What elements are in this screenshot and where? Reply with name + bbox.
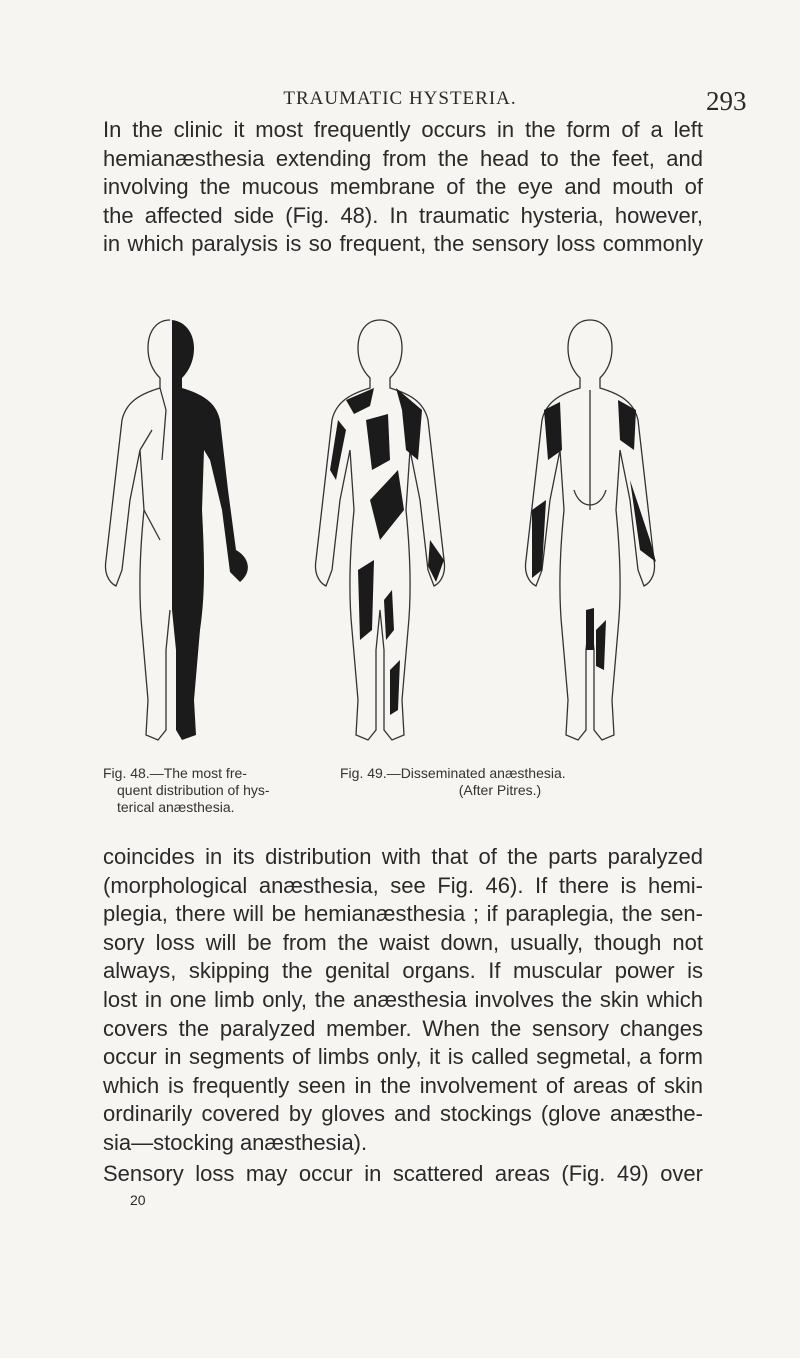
text-line: involving the mucous membrane of the eye and mouth of bbox=[103, 174, 703, 200]
text-line: occur in segments of limbs only, it is called segmetal, a form bbox=[103, 1044, 703, 1070]
text-line: coincides in its distribution with that of the parts paralyzed bbox=[103, 844, 703, 869]
figure-48-caption bbox=[103, 765, 303, 816]
text-line: hemianæsthesia extending from the head to the feet, and bbox=[103, 145, 703, 171]
text-line: ordinarily covered by gloves and stockings (glove anæsthe- bbox=[103, 1101, 703, 1127]
text-line: sia—stocking anæsthesia). bbox=[103, 1129, 368, 1155]
text-line: Sensory loss may occur in scattered areas (Fig. 49) over bbox=[103, 1161, 703, 1186]
figure-49-back-body bbox=[525, 320, 656, 740]
signature-mark: 20 bbox=[130, 1192, 146, 1208]
text-line: sory loss will be from the waist down, usually, though not bbox=[103, 929, 703, 955]
figure-49-caption bbox=[340, 765, 660, 799]
paragraph-2 bbox=[103, 843, 703, 1158]
figure-48-body bbox=[105, 320, 247, 740]
caption-line: Fig. 49.—Disseminated anæsthesia. bbox=[340, 765, 566, 781]
text-line: In the clinic it most frequently occurs in the form of a left bbox=[103, 117, 703, 142]
figure-48-49 bbox=[100, 310, 720, 760]
caption-line: Fig. 48.—The most fre- bbox=[103, 765, 247, 781]
running-head: TRAUMATIC HYSTERIA. bbox=[283, 88, 517, 109]
anesthesia-figures bbox=[100, 310, 720, 760]
text-line: in which paralysis is so frequent, the sensory loss commonly bbox=[103, 231, 703, 257]
text-line: always, skipping the genital organs. If muscular power is bbox=[103, 958, 703, 984]
text-line: plegia, there will be hemianæsthesia ; if paraplegia, the sen- bbox=[103, 901, 703, 927]
caption-line: quent distribution of hys- bbox=[117, 782, 270, 798]
text-line: lost in one limb only, the anæsthesia involves the skin which bbox=[103, 986, 703, 1012]
paragraph-1 bbox=[103, 116, 703, 259]
figure-49-front-body bbox=[315, 320, 444, 740]
text-line: the affected side (Fig. 48). In traumatic hysteria, however, bbox=[103, 202, 703, 228]
caption-line: terical anæsthesia. bbox=[117, 799, 235, 815]
text-line: (morphological anæsthesia, see Fig. 46). If there is hemi- bbox=[103, 872, 703, 898]
text-line: which is frequently seen in the involvement of areas of skin bbox=[103, 1072, 703, 1098]
text-line: covers the paralyzed member. When the sensory changes bbox=[103, 1015, 703, 1041]
paragraph-3 bbox=[103, 1160, 703, 1189]
page-number: 293 bbox=[706, 86, 747, 116]
caption-line: (After Pitres.) bbox=[458, 782, 542, 798]
